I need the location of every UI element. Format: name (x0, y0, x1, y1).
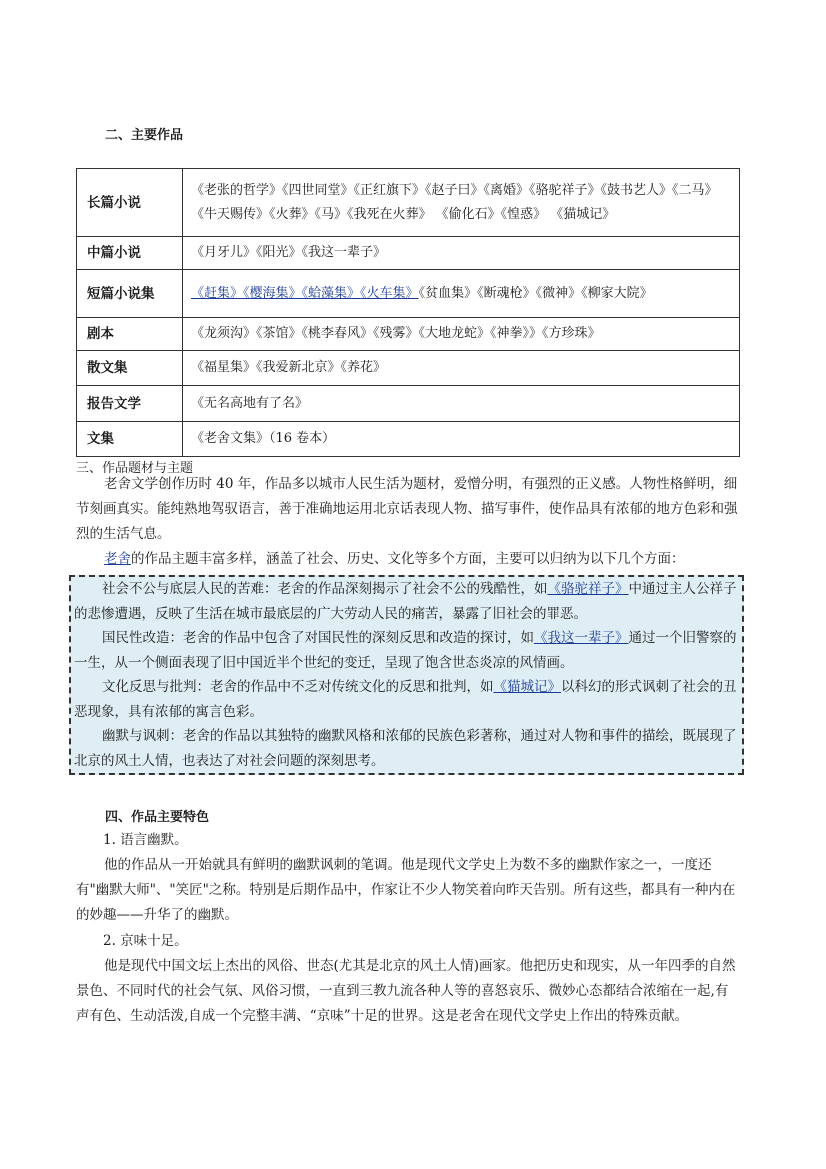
works-cell: 《无名高地有了名》 (183, 386, 740, 422)
paragraph-themes (76, 547, 740, 572)
work-link[interactable]: 《赶集》 (191, 285, 244, 301)
paragraph-text: 的作品主题丰富多样，涵盖了社会、历史、文化等多个方面，主要可以归纳为以下几个方面： (131, 551, 685, 567)
work-link[interactable]: 《我这一辈子》 (534, 630, 629, 646)
themes-highlight-box (69, 575, 744, 775)
category-cell: 报告文学 (77, 386, 183, 422)
theme-text: 文化反思与批判：老舍的作品中不乏对传统文化的反思和批判，如 (102, 679, 494, 695)
works-cell: 《老张的哲学》《四世同堂》《正红旗下》《赵子曰》《离婚》《骆驼祥子》《鼓书艺人》《二马》《牛天赐传》《火葬》《马》《我死在火葬》 《偷化石》《惶惑》 《猫城记》 (183, 169, 740, 237)
theme-text: 以科幻的形式讽刺了社会的丑恶现象，具有浓郁的寓言色彩。 (74, 679, 737, 720)
table-row (77, 351, 740, 386)
theme-paragraph: 幽默与讽刺：老舍的作品以其独特的幽默风格和浓郁的民族色彩著称，通过对人物和事件的描绘，既展现了北京的风土人情，也表达了对社会问题的深刻思考。 (74, 728, 737, 769)
section-heading-features: 四、作品主要特色 (105, 810, 210, 825)
category-cell: 文集 (77, 422, 183, 457)
paragraph-intro: 老舍文学创作历时 40 年，作品多以城市人民生活为题材，爱憎分明，有强烈的正义感。人物性格鲜明，细节刻画真实。能纯熟地驾驭语言，善于准确地运用北京话表现人物、描写事件，使作品具有浓郁的地方色彩和强烈的生活气息。 (76, 476, 738, 542)
table-row (77, 318, 740, 351)
work-link[interactable]: 《樱海集》 (243, 285, 302, 301)
theme-paragraph (74, 675, 738, 724)
table-row (77, 270, 740, 318)
theme-text: 国民性改造：老舍的作品中包含了对国民性的深刻反思和改造的探讨，如 (102, 630, 534, 646)
theme-text: 中通过主人公祥子的悲惨遭遇，反映了生活在城市最底层的广大劳动人民的痛苦，暴露了旧社会的罪恶。 (74, 581, 737, 622)
work-link[interactable]: 《蛤藻集》 (301, 285, 361, 301)
work-link[interactable]: 《骆驼祥子》 (547, 581, 629, 597)
category-cell: 中篇小说 (77, 237, 183, 270)
work-link[interactable]: 《猫城记》 (493, 679, 561, 695)
work-link[interactable]: 《火车集》 (360, 285, 419, 301)
works-cell: 《福星集》《我爱新北京》《养花》 (183, 351, 740, 386)
feature-title-beijing: 2. 京味十足。 (103, 933, 188, 949)
section-heading-main-works: 二、主要作品 (105, 128, 184, 143)
feature-title-humor: 1. 语言幽默。 (103, 832, 188, 848)
feature-text-humor: 他的作品从一开始就具有鲜明的幽默讽刺的笔调。他是现代文学史上为数不多的幽默作家之一，一度还有"幽默大师"、"笑匠"之称。特别是后期作品中，作家让不少人物笑着向昨天告别。所有这些，都具有一种内在的妙趣——升华了的幽默。 (76, 857, 736, 923)
category-cell: 短篇小说集 (77, 270, 183, 318)
works-cell (183, 270, 740, 318)
feature-text-beijing: 他是现代中国文坛上杰出的风俗、世态(尤其是北京的风土人情)画家。他把历史和现实，从一年四季的自然景色、不同时代的社会气氛、风俗习惯，一直到三教九流各种人等的喜怒哀乐、微妙心态都结合浓缩在一起,有声有色、生动活泼,自成一个完整丰满、“京味”十足的世界。这是老舍在现代文学史上作出的特殊贡献。 (76, 958, 736, 1024)
table-row (77, 169, 740, 237)
theme-text: 通过一个旧警察的一生，从一个侧面表现了旧中国近半个世纪的变迁，呈现了饱含世态炎凉的风情画。 (74, 630, 737, 671)
table-row (77, 422, 740, 457)
theme-paragraph (74, 626, 738, 675)
table-row (77, 386, 740, 422)
works-cell: 《龙须沟》《茶馆》《桃李春风》《残雾》《大地龙蛇》《神拳》》《方珍珠》 (183, 318, 740, 351)
theme-paragraph (74, 577, 738, 626)
works-cell: 《月牙儿》《阳光》《我这一辈子》 (183, 237, 740, 270)
theme-text: 社会不公与底层人民的苦难：老舍的作品深刻揭示了社会不公的残酷性，如 (102, 581, 548, 597)
works-table (76, 168, 740, 457)
works-cell: 《老舍文集》（16 卷本） (183, 422, 740, 457)
works-text: 《贫血集》《断魂枪》《微神》《柳家大院》 (418, 285, 653, 301)
category-cell: 剧本 (77, 318, 183, 351)
category-cell: 散文集 (77, 351, 183, 386)
laoshe-link[interactable]: 老舍 (104, 551, 131, 567)
category-cell: 长篇小说 (77, 169, 183, 237)
table-row (77, 237, 740, 270)
section-heading-themes: 三、作品题材与主题 (76, 461, 194, 476)
